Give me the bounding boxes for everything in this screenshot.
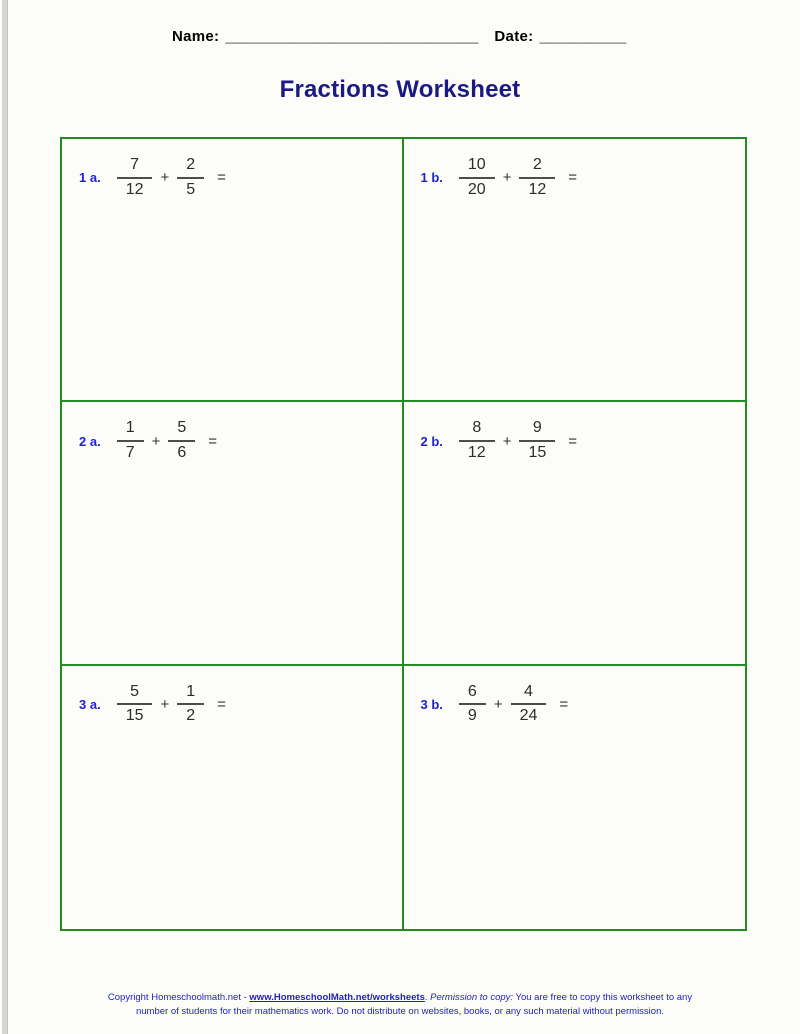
- denominator: 15: [528, 444, 547, 462]
- denominator: 5: [186, 180, 196, 198]
- fraction-bar: [177, 703, 204, 705]
- problem-1a: [79, 155, 402, 201]
- problem-2a: [79, 418, 402, 464]
- name-blank-line: ___________________________________: [225, 29, 479, 44]
- denominator: 12: [125, 180, 144, 198]
- plus-operator: +: [502, 432, 512, 450]
- numerator: 5: [130, 682, 140, 700]
- footer-line-1: [0, 991, 800, 1005]
- fraction-first: [459, 682, 486, 728]
- problem-3a: [79, 682, 402, 728]
- numerator: 2: [532, 156, 542, 173]
- problem-cell-1b: [404, 139, 746, 402]
- plus-operator: +: [160, 169, 170, 187]
- problem-2b: [421, 418, 746, 464]
- problem-cell-1a: [62, 139, 404, 402]
- footer-text: You are free to copy this worksheet to any: [513, 992, 693, 1003]
- numerator: 10: [467, 156, 486, 173]
- denominator: 12: [528, 180, 547, 198]
- problem-number: 3 b.: [420, 696, 443, 712]
- denominator: 2: [186, 707, 196, 725]
- problem-number: 1 a.: [79, 170, 101, 186]
- plus-operator: +: [160, 695, 170, 713]
- fraction-bar: [117, 703, 153, 705]
- fraction-bar: [511, 703, 547, 705]
- fraction-first: [459, 155, 495, 201]
- fraction-bar: [459, 177, 495, 179]
- numerator: 1: [125, 419, 135, 437]
- numerator: 6: [467, 682, 477, 700]
- equals-sign: =: [568, 432, 578, 450]
- copyright-text: Copyright Homeschoolmath.net -: [107, 992, 250, 1003]
- footer-line-2: number of students for their mathematics work. Do not distribute on websites, books, or any such material without permission.: [135, 1006, 664, 1017]
- problem-cell-2a: [62, 402, 404, 665]
- worksheets-link[interactable]: www.HomeschoolMath.net/worksheets: [249, 992, 425, 1003]
- name-label: Name:: [172, 28, 220, 45]
- numerator: 1: [186, 682, 196, 700]
- problem-number: 3 a.: [79, 696, 101, 712]
- fraction-second: [519, 155, 555, 201]
- fraction-second: [168, 418, 195, 464]
- equals-sign: =: [217, 695, 226, 713]
- page-title: Fractions Worksheet: [279, 76, 521, 103]
- fraction-first: [117, 682, 153, 728]
- problem-number: 2 b.: [420, 433, 443, 449]
- fraction-first: [459, 418, 495, 464]
- fraction-bar: [168, 440, 195, 442]
- numerator: 5: [177, 419, 187, 437]
- fraction-bar: [117, 177, 153, 179]
- problem-number: 1 b.: [420, 170, 443, 186]
- problems-grid: [60, 137, 747, 931]
- fraction-second: [177, 155, 204, 201]
- fraction-second: [519, 418, 555, 464]
- fraction-bar: [459, 703, 486, 705]
- problem-cell-3a: [62, 666, 404, 929]
- date-label: Date:: [494, 28, 534, 45]
- page-left-edge: [2, 0, 8, 1034]
- problem-number: 2 a.: [79, 433, 101, 449]
- fraction-bar: [459, 440, 495, 442]
- fraction-first: [117, 155, 153, 201]
- plus-operator: +: [493, 695, 503, 713]
- denominator: 6: [177, 444, 187, 462]
- denominator: 9: [467, 707, 477, 725]
- copyright-footer: [0, 991, 800, 1019]
- plus-operator: +: [151, 432, 161, 450]
- fraction-second: [177, 682, 204, 728]
- numerator: 4: [524, 682, 533, 700]
- fraction-second: [511, 682, 547, 728]
- fraction-bar: [177, 177, 204, 179]
- fraction-bar: [117, 440, 144, 442]
- denominator: 15: [125, 707, 144, 725]
- equals-sign: =: [559, 695, 569, 713]
- plus-operator: +: [502, 169, 512, 187]
- equals-sign: =: [208, 432, 218, 450]
- numerator: 7: [130, 156, 140, 173]
- fraction-bar: [519, 177, 555, 179]
- permission-to-copy-text: Permission to copy:: [430, 992, 514, 1003]
- equals-sign: =: [217, 169, 226, 187]
- fraction-bar: [519, 440, 555, 442]
- denominator: 7: [125, 444, 135, 462]
- denominator: 20: [467, 180, 486, 198]
- problem-cell-3b: [404, 666, 746, 929]
- equals-sign: =: [568, 169, 578, 187]
- problem-1b: [421, 155, 746, 201]
- footer-period: .: [424, 992, 431, 1003]
- denominator: 12: [467, 444, 486, 462]
- problem-cell-2b: [404, 402, 746, 665]
- problem-3b: [421, 682, 746, 728]
- name-date-header: [172, 28, 626, 45]
- fraction-first: [117, 418, 144, 464]
- numerator: 2: [186, 156, 196, 173]
- date-blank-line: ____________: [539, 29, 627, 44]
- denominator: 24: [519, 707, 538, 725]
- numerator: 9: [532, 419, 542, 437]
- numerator: 8: [472, 419, 482, 437]
